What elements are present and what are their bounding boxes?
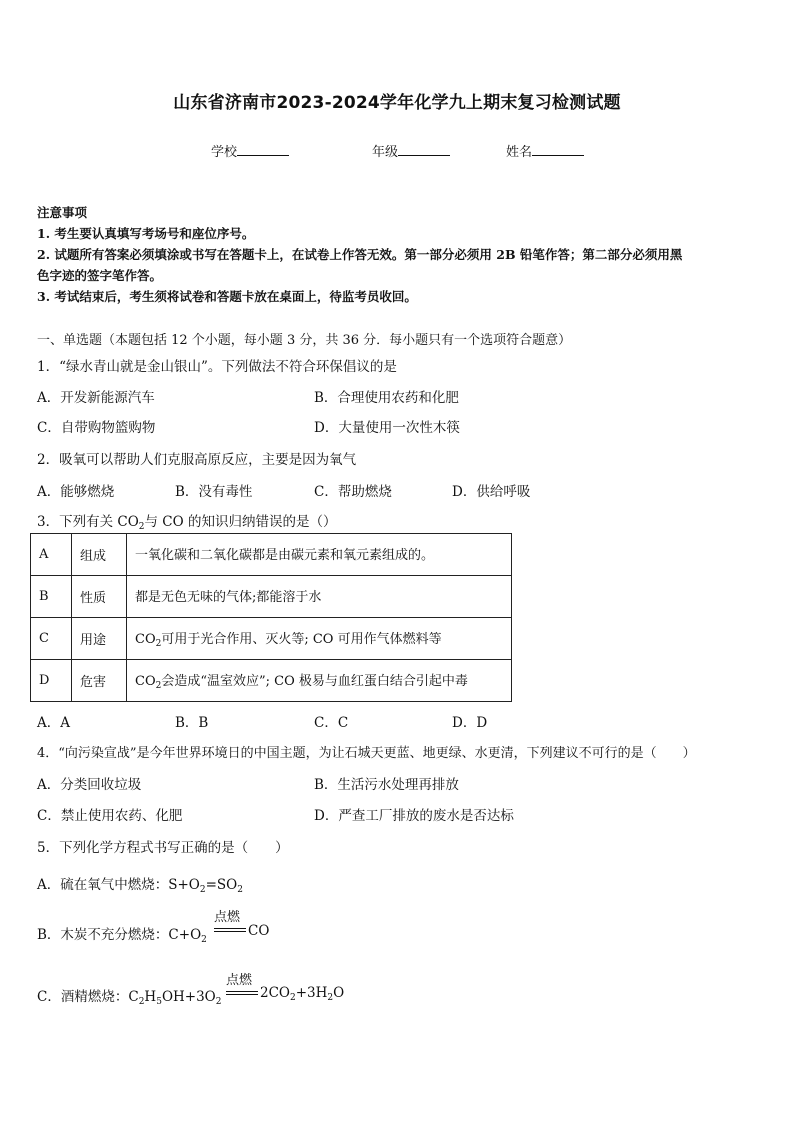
question-2-option-a: A．能够燃烧 <box>37 484 115 500</box>
equation-c-right: $2CO_2+3H_2O$ <box>260 985 345 1003</box>
question-3-option-b: B．B <box>175 715 209 731</box>
question-1-stem: 1．“绿水青山就是金山银山”。下列做法不符合环保倡议的是 <box>37 359 397 375</box>
question-4-option-b: B．生活污水处理再排放 <box>314 777 459 793</box>
row-content-sub: 2 <box>155 681 162 691</box>
name-blank <box>532 143 584 156</box>
question-2-option-b: B．没有毒性 <box>175 484 253 500</box>
row-topic: 组成 <box>72 534 127 576</box>
question-1-option-b: B．合理使用农药和化肥 <box>314 390 459 406</box>
question-5-option-c-label: C．酒精燃烧： <box>37 989 129 1005</box>
question-3-table <box>30 533 512 702</box>
section-heading: 一、单选题（本题包括 12 个小题，每小题 3 分，共 36 分．每小题只有一个选项符合题意） <box>37 333 572 348</box>
row-content-text: CO <box>135 674 156 689</box>
school-blank <box>237 143 289 156</box>
question-5-option-a-label: A．硫在氧气中燃烧： <box>37 877 169 893</box>
row-content <box>127 576 512 618</box>
question-3-option-a: A．A <box>37 715 70 731</box>
question-5-option-b <box>37 923 207 945</box>
grade-blank <box>398 143 450 156</box>
question-3-option-c: C．C <box>314 715 349 731</box>
question-2-option-c: C．帮助燃烧 <box>314 484 392 500</box>
equation-a: $S+O_2=SO_2$ <box>168 877 243 895</box>
notice-item-2-cont: 色字迹的签字笔作答。 <box>37 268 163 283</box>
notice-heading: 注意事项 <box>37 205 88 220</box>
school-field <box>211 141 289 160</box>
question-5-option-a <box>37 873 243 895</box>
row-content <box>127 618 512 660</box>
row-content-text: CO <box>135 632 156 647</box>
question-3-option-d: D．D <box>452 715 488 731</box>
row-content <box>127 534 512 576</box>
question-1-option-c: C．自带购物篮购物 <box>37 420 156 436</box>
row-content <box>127 660 512 702</box>
table-row <box>31 660 512 702</box>
question-1-option-a: A．开发新能源汽车 <box>37 390 155 406</box>
table-row <box>31 618 512 660</box>
table-row <box>31 534 512 576</box>
question-5-option-c <box>37 985 221 1007</box>
row-topic: 用途 <box>72 618 127 660</box>
row-content-text: 一氧化碳和二氧化碳都是由碳元素和氧元素组成的。 <box>135 548 435 563</box>
question-4-stem: 4．“向污染宣战”是今年世界环境日的中国主题，为让石城天更蓝、地更绿、水更清，下列建议不可行的是（ ） <box>37 746 696 761</box>
question-1-option-d: D．大量使用一次性木筷 <box>314 420 460 436</box>
question-3-stem-sub: 2 <box>138 522 145 532</box>
school-label: 学校 <box>211 145 238 160</box>
question-3-stem-pre: 3．下列有关 CO <box>37 514 139 530</box>
question-4-option-c: C．禁止使用农药、化肥 <box>37 808 183 824</box>
row-topic: 危害 <box>72 660 127 702</box>
row-letter: A <box>31 534 72 576</box>
name-label: 姓名 <box>506 145 533 160</box>
question-3-stem-post: 与 CO 的知识归纳错误的是（） <box>144 514 337 530</box>
row-letter: D <box>31 660 72 702</box>
grade-label: 年级 <box>372 145 399 160</box>
page-title: 山东省济南市2023-2024学年化学九上期末复习检测试题 <box>173 93 621 113</box>
equation-b-left: $C+O_2$ <box>168 927 207 945</box>
notice-item-3: 3. 考试结束后，考生须将试卷和答题卡放在桌面上，待监考员收回。 <box>37 289 417 304</box>
row-content-text: 都是无色无味的气体;都能溶于水 <box>135 590 322 605</box>
question-2-option-d: D．供给呼吸 <box>452 484 531 500</box>
notice-item-1: 1. 考生要认真填写考场号和座位序号。 <box>37 226 255 241</box>
row-topic: 性质 <box>72 576 127 618</box>
equation-c-arrow <box>226 991 258 995</box>
name-field <box>506 141 584 160</box>
equation-c-left: $C_2H_5OH+3O_2$ <box>128 989 222 1007</box>
row-content-sub: 2 <box>155 639 162 649</box>
row-content-text-2: 会造成“温室效应”; CO 极易与血红蛋白结合引起中毒 <box>161 674 468 689</box>
question-3-stem <box>37 510 337 532</box>
equation-c-condition: 点燃 <box>226 973 253 988</box>
question-5-option-b-label: B．木炭不充分燃烧： <box>37 927 169 943</box>
question-5-stem: 5．下列化学方程式书写正确的是（ ） <box>37 840 289 856</box>
question-2-stem: 2．吸氧可以帮助人们克服高原反应，主要是因为氧气 <box>37 452 357 468</box>
notice-item-2: 2. 试题所有答案必须填涂或书写在答题卡上，在试卷上作答无效。第一部分必须用 2B 铅笔作答；第二部分必须用黑 <box>37 247 683 262</box>
table-row <box>31 576 512 618</box>
row-letter: B <box>31 576 72 618</box>
question-4-option-a: A．分类回收垃圾 <box>37 777 142 793</box>
question-4-option-d: D．严查工厂排放的废水是否达标 <box>314 808 514 824</box>
row-content-text-2: 可用于光合作用、灭火等; CO 可用作气体燃料等 <box>161 632 442 647</box>
row-letter: C <box>31 618 72 660</box>
equation-b-arrow <box>214 928 246 932</box>
equation-b-right: CO <box>248 923 270 939</box>
equation-b-condition: 点燃 <box>214 910 241 925</box>
grade-field <box>372 141 450 160</box>
